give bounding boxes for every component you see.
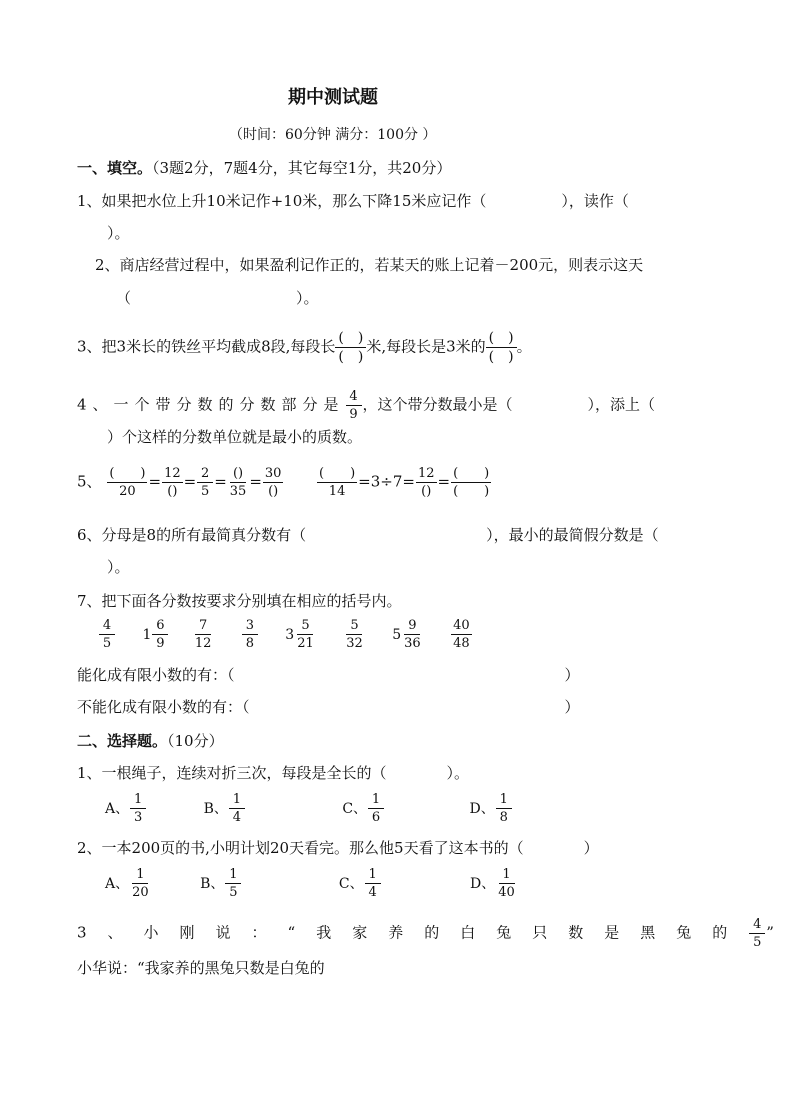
s2-q1-line: 1、一根绳子，连续对折三次，每段是全长的（ ）。 [77, 764, 470, 782]
q5-label: 5、 [77, 472, 102, 491]
q5-frac-7: $\frac{12}{()}$ [417, 466, 435, 499]
q5-frac-1: $\frac{( )}{20}$ [109, 466, 146, 499]
q2-line-a: 2、商店经营过程中，如果盈利记作正的，若某天的账上记着－200元，则表示这天 [95, 256, 644, 274]
s2-q2-option-b[interactable]: B、 $\frac{1}{5}$ [200, 867, 242, 900]
q7-fraction-list [98, 618, 473, 651]
s2-q2-option-c[interactable]: C、 $\frac{1}{4}$ [339, 867, 382, 900]
q7-frac-8: $\frac{40}{48}$ [453, 618, 470, 651]
q5-frac-6: $\frac{( )}{14}$ [319, 466, 356, 499]
q5-frac-4: $\frac{()}{35}$ [229, 466, 247, 499]
q2-line-b: （ ）。 [116, 289, 319, 307]
q3-text-a: 3、把3米长的铁丝平均截成8段,每段长 [77, 337, 336, 356]
section2-note: （10分） [167, 732, 224, 750]
section1-heading: 一、填空。 [77, 159, 153, 177]
q5-frac-8: $\frac{( )}{( )}$ [453, 466, 490, 499]
q7-infinite-line[interactable]: 不能化成有限小数的有：（ ） [77, 698, 580, 716]
section1-heading-line [77, 158, 451, 178]
q3-blank-fraction-2[interactable]: $\frac{( )}{( )}$ [486, 330, 517, 365]
s2-q2-options [105, 867, 518, 900]
q4-fraction: $\frac{4}{9}$ [346, 389, 362, 422]
q1-line-b: ）。 [107, 224, 130, 242]
s2-q3-text-a: 3、小刚说：“我家养的白兔只数是黑兔的 [77, 923, 749, 942]
q3-line [77, 330, 532, 365]
q5-frac-5: $\frac{30}{()}$ [264, 466, 282, 499]
s2-q3-text-b: ” [766, 923, 774, 942]
q7-frac-6: $\frac{5}{32}$ [346, 618, 363, 651]
q7-frac-3: $\frac{7}{12}$ [194, 618, 212, 651]
s2-q1-option-c[interactable]: C、 $\frac{1}{6}$ [342, 792, 385, 825]
q7-finite-line[interactable]: 能化成有限小数的有：（ ） [77, 666, 580, 684]
s2-q3-fraction: $\frac{4}{5}$ [749, 917, 765, 950]
page-subtitle: （时间：60分钟 满分：100分 ） [229, 127, 437, 143]
s2-q2-option-d[interactable]: D、 $\frac{1}{40}$ [470, 867, 515, 900]
q3-blank-fraction-1[interactable]: $\frac{( )}{( )}$ [335, 330, 366, 365]
s2-q3-line-b: 小华说：“我家养的黑兔只数是白兔的 [77, 959, 325, 977]
q7-frac-4: $\frac{3}{8}$ [241, 618, 259, 651]
q4-line-a [77, 389, 655, 422]
q4-line-b: ）个这样的分数单位就是最小的质数。 [107, 428, 363, 446]
section2-heading-line [77, 731, 224, 751]
q6-line-a: 6、分母是8的所有最简真分数有（ ），最小的最简假分数是（ [77, 526, 659, 544]
q7-frac-1: $\frac{4}{5}$ [98, 618, 116, 651]
q7-line: 7、把下面各分数按要求分别填在相应的括号内。 [77, 592, 402, 610]
q3-text-c: 。 [516, 337, 532, 356]
section2-heading: 二、选择题。 [77, 732, 168, 750]
q5-frac-3: $\frac{2}{5}$ [197, 466, 213, 499]
q7-frac-2: 1 $\frac{6}{9}$ [142, 618, 169, 651]
s2-q2-option-a[interactable]: A、 $\frac{1}{20}$ [105, 867, 149, 900]
q5-frac-2: $\frac{12}{()}$ [164, 466, 181, 499]
q6-line-b: ）。 [107, 558, 130, 576]
page-title: 期中测试题 [288, 87, 378, 108]
q5-line: 5、 $\frac{( )}{20}$ = $\frac{12}{()}$ = $\frac{2}{5}$ = $\frac{()}{35}$ = $\frac{30}{()}$ $\frac{( )}{14}$ =3÷7= $\frac{12}{()}$ = $\frac{( )}{( )}$ [77, 466, 490, 499]
s2-q3-line-a [77, 917, 774, 950]
section1-note: （3题2分，7题4分，其它每空1分，共20分） [152, 159, 452, 177]
q4-text-b: ，这个带分数最小是（ ），添上（ [362, 395, 656, 414]
s2-q1-options [105, 792, 513, 825]
q1-line-a: 1、如果把水位上升10米记作+10米，那么下降15米应记作（ ），读作（ [77, 192, 629, 210]
q7-frac-7: 5 $\frac{9}{36}$ [392, 618, 421, 651]
q7-frac-5: 3 $\frac{5}{21}$ [285, 618, 314, 651]
s2-q1-option-a[interactable]: A、 $\frac{1}{3}$ [105, 792, 147, 825]
q3-text-b: 米,每段长是3米的 [366, 337, 486, 356]
s2-q1-option-b[interactable]: B、 $\frac{1}{4}$ [204, 792, 246, 825]
q4-text-a: 4、一个带分数的分数部分是 [77, 395, 345, 414]
s2-q1-option-d[interactable]: D、 $\frac{1}{8}$ [470, 792, 513, 825]
s2-q2-line: 2、一本200页的书,小明计划20天看完。那么他5天看了这本书的（ ） [77, 839, 599, 857]
